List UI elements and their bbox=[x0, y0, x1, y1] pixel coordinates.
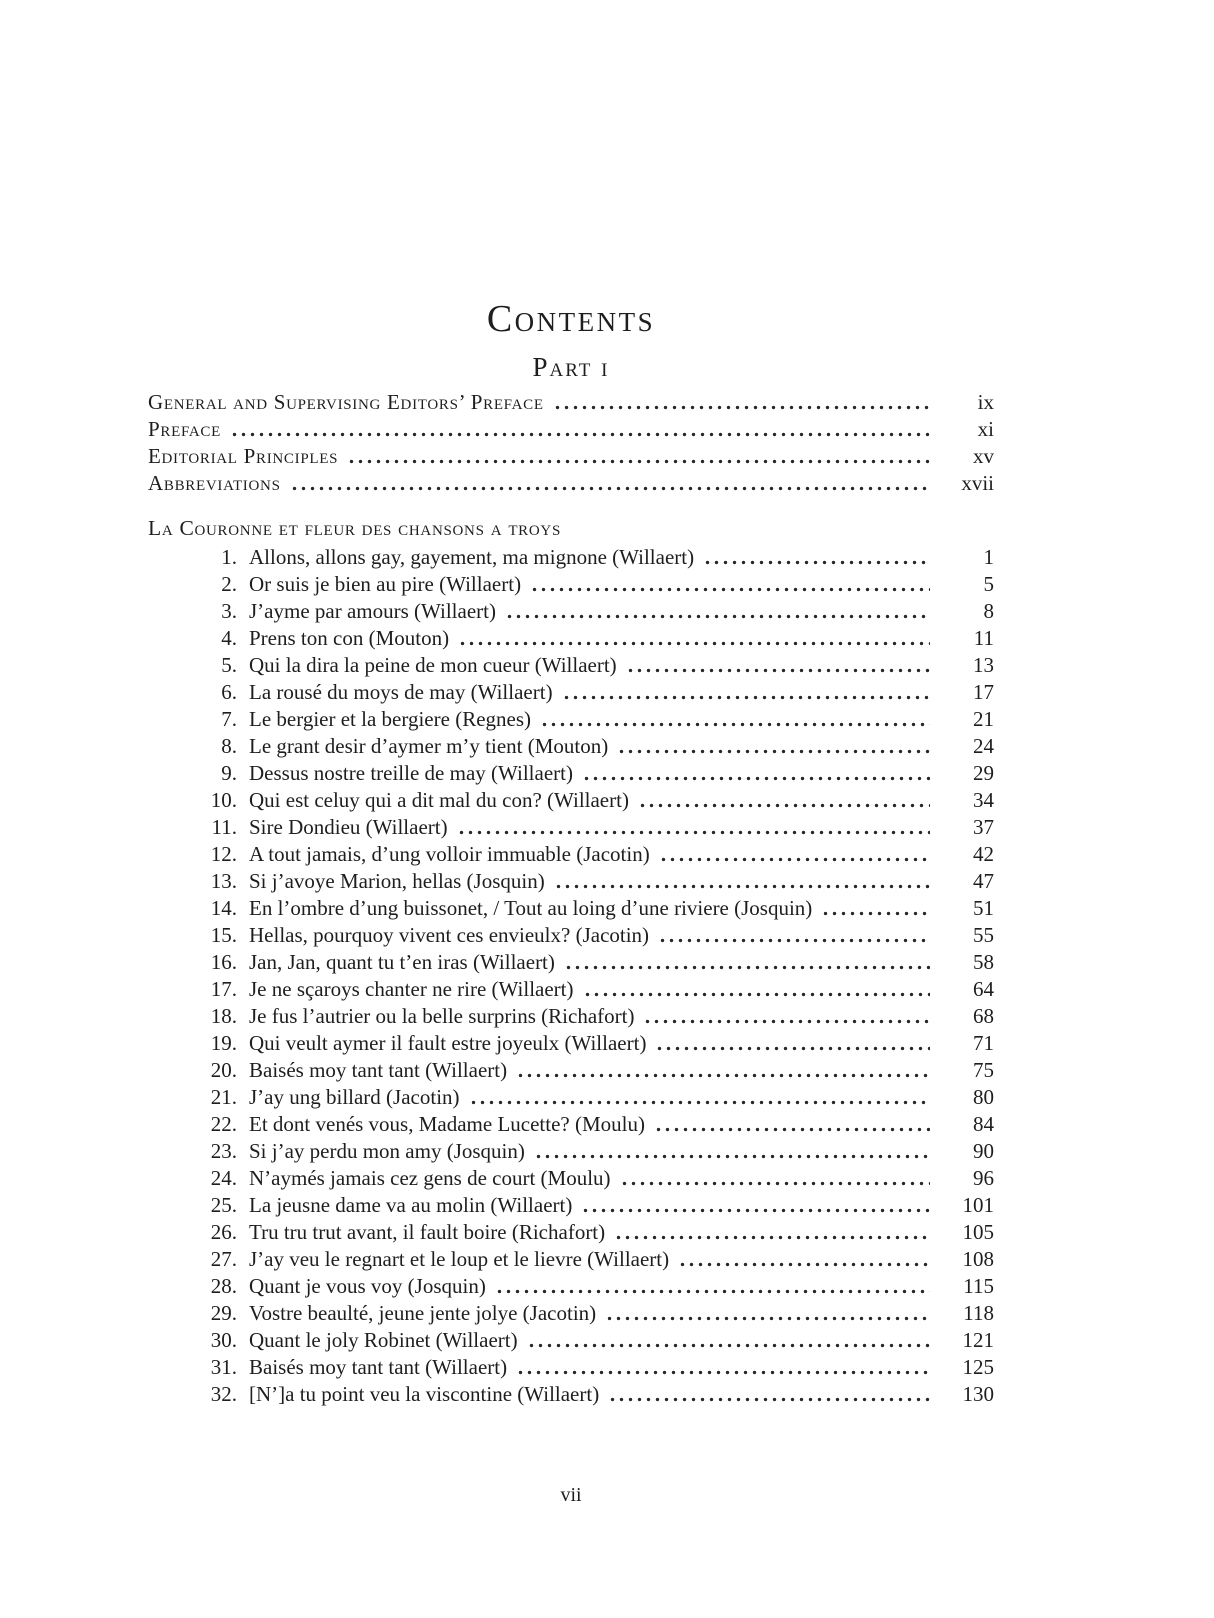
leader-dots bbox=[638, 801, 930, 810]
leader-dots bbox=[605, 1314, 930, 1323]
leader-dots bbox=[821, 909, 930, 918]
toc-item-row bbox=[148, 598, 994, 625]
toc-entry-page: xv bbox=[973, 444, 994, 468]
front-matter-row bbox=[148, 389, 994, 416]
toc-item-number: 12. bbox=[210, 842, 237, 866]
toc-item-number: 2. bbox=[221, 572, 237, 596]
leader-dots bbox=[230, 430, 930, 439]
leader-dots bbox=[582, 774, 930, 783]
leader-dots bbox=[469, 1098, 930, 1107]
toc-item-row bbox=[148, 1165, 994, 1192]
toc-item-number: 19. bbox=[210, 1031, 237, 1055]
leader-dots bbox=[347, 457, 930, 466]
toc-entry-label: Si j’ay perdu mon amy (Josquin) bbox=[249, 1139, 525, 1163]
toc-entry-label: Quant je vous voy (Josquin) bbox=[249, 1274, 486, 1298]
toc-item-row bbox=[148, 1057, 994, 1084]
toc-entry-page: 29 bbox=[973, 761, 994, 785]
toc-item-row bbox=[148, 1273, 994, 1300]
section-heading: La Couronne et fleur des chansons a troys bbox=[148, 516, 561, 540]
toc-entry-page: 11 bbox=[973, 626, 994, 650]
toc-entry-page: 68 bbox=[973, 1004, 994, 1028]
leader-dots bbox=[564, 963, 930, 972]
toc-entry-page: xi bbox=[977, 417, 994, 441]
toc-item-row bbox=[148, 652, 994, 679]
leader-dots bbox=[562, 693, 930, 702]
toc-item-row bbox=[148, 949, 994, 976]
toc-entry-page: 90 bbox=[973, 1139, 994, 1163]
toc-item-number: 8. bbox=[221, 734, 237, 758]
toc-entry-page: 64 bbox=[973, 977, 994, 1001]
toc-entry-page: 1 bbox=[983, 545, 994, 569]
toc-entry-page: 17 bbox=[973, 680, 994, 704]
leader-dots bbox=[617, 747, 930, 756]
toc-entry-page: 13 bbox=[973, 653, 994, 677]
toc-entry-label: Qui est celuy qui a dit mal du con? (Willaert) bbox=[249, 788, 629, 812]
toc-entry-page: 8 bbox=[983, 599, 994, 623]
leader-dots bbox=[608, 1395, 930, 1404]
toc-item-number: 4. bbox=[221, 626, 237, 650]
toc-entry-page: 51 bbox=[973, 896, 994, 920]
toc-entry-page: 118 bbox=[963, 1301, 994, 1325]
toc-item-row bbox=[148, 1354, 994, 1381]
toc-item-row bbox=[148, 1381, 994, 1408]
toc-entry-page: 58 bbox=[973, 950, 994, 974]
toc-item-row bbox=[148, 922, 994, 949]
toc-entry-label: Dessus nostre treille de may (Willaert) bbox=[249, 761, 573, 785]
toc-entry-label: Qui la dira la peine de mon cueur (Willaert) bbox=[249, 653, 617, 677]
toc-entry-label: La rousé du moys de may (Willaert) bbox=[249, 680, 553, 704]
toc-item-row bbox=[148, 814, 994, 841]
leader-dots bbox=[530, 585, 930, 594]
leader-dots bbox=[290, 484, 930, 493]
toc-entry-label: Le bergier et la bergiere (Regnes) bbox=[249, 707, 532, 731]
toc-entry-label: Abbreviations bbox=[148, 471, 281, 495]
toc-entry-label: J’ay veu le regnart et le loup et le lievre (Willaert) bbox=[249, 1247, 670, 1271]
toc-entry-label: Baisés moy tant tant (Willaert) bbox=[249, 1355, 508, 1379]
leader-dots bbox=[553, 403, 930, 412]
leader-dots bbox=[659, 855, 930, 864]
leader-dots bbox=[540, 720, 930, 729]
folio-page-number: vii bbox=[560, 1484, 582, 1506]
toc-entry-page: 108 bbox=[962, 1247, 994, 1271]
toc-entry-label: Le grant desir d’aymer m’y tient (Mouton) bbox=[249, 734, 609, 758]
front-matter-row bbox=[148, 416, 994, 443]
toc-entry-page: 34 bbox=[973, 788, 994, 812]
toc-entry-label: Editorial Principles bbox=[148, 444, 339, 468]
toc-entry-page: 24 bbox=[973, 734, 994, 758]
leader-dots bbox=[678, 1260, 930, 1269]
page-content bbox=[148, 298, 994, 1408]
leader-dots bbox=[654, 1125, 930, 1134]
toc-entry-page: 125 bbox=[962, 1355, 994, 1379]
toc-entry-page: 71 bbox=[973, 1031, 994, 1055]
toc-entry-page: 75 bbox=[973, 1058, 994, 1082]
page-title: Contents bbox=[486, 298, 656, 340]
toc-entry-label: Prens ton con (Mouton) bbox=[249, 626, 450, 650]
toc-item-row bbox=[148, 868, 994, 895]
toc-entry-label: J’ayme par amours (Willaert) bbox=[249, 599, 496, 623]
toc-entry-label: General and Supervising Editors’ Preface bbox=[148, 390, 544, 414]
leader-dots bbox=[658, 936, 930, 945]
toc-item-number: 30. bbox=[210, 1328, 237, 1352]
toc-item-number: 1. bbox=[221, 545, 237, 569]
toc-entry-label: En l’ombre d’ung buissonet, / Tout au loing d’une riviere (Josquin) bbox=[249, 896, 813, 920]
toc-item-row bbox=[148, 1138, 994, 1165]
toc-entry-page: 47 bbox=[973, 869, 994, 893]
leader-dots bbox=[620, 1179, 930, 1188]
toc-item-number: 13. bbox=[210, 869, 237, 893]
toc-entry-page: 101 bbox=[962, 1193, 994, 1217]
toc-entry-label: Je ne sçaroys chanter ne rire (Willaert) bbox=[249, 977, 574, 1001]
toc-item-number: 24. bbox=[210, 1166, 237, 1190]
toc-entry-label: Vostre beaulté, jeune jente jolye (Jacotin) bbox=[249, 1301, 597, 1325]
toc-item-row bbox=[148, 571, 994, 598]
toc-entry-page: ix bbox=[977, 390, 994, 414]
toc-entry-label: Jan, Jan, quant tu t’en iras (Willaert) bbox=[249, 950, 555, 974]
toc-item-row bbox=[148, 841, 994, 868]
leader-dots bbox=[457, 828, 930, 837]
toc-item-row bbox=[148, 1111, 994, 1138]
toc-item-number: 23. bbox=[210, 1139, 237, 1163]
toc-entry-page: 21 bbox=[973, 707, 994, 731]
leader-dots bbox=[534, 1152, 930, 1161]
toc-entry-label: Sire Dondieu (Willaert) bbox=[249, 815, 448, 839]
front-matter-row bbox=[148, 470, 994, 497]
toc-item-number: 11. bbox=[211, 815, 237, 839]
toc-item-row bbox=[148, 976, 994, 1003]
toc-entry-page: 115 bbox=[963, 1274, 994, 1298]
toc-entry-page: 96 bbox=[973, 1166, 994, 1190]
toc-item-row bbox=[148, 544, 994, 571]
toc-item-row bbox=[148, 1327, 994, 1354]
toc-item-number: 3. bbox=[221, 599, 237, 623]
leader-dots bbox=[458, 639, 930, 648]
leader-dots bbox=[655, 1044, 930, 1053]
toc-entry-page: 130 bbox=[962, 1382, 994, 1406]
toc-item-number: 7. bbox=[221, 707, 237, 731]
toc-item-row bbox=[148, 706, 994, 733]
toc-item-number: 25. bbox=[210, 1193, 237, 1217]
toc-entry-label: Allons, allons gay, gayement, ma mignone (Willaert) bbox=[249, 545, 695, 569]
toc-entry-label: Quant le joly Robinet (Willaert) bbox=[249, 1328, 518, 1352]
toc-item-number: 26. bbox=[210, 1220, 237, 1244]
toc-entry-label: Tru tru trut avant, il fault boire (Richafort) bbox=[249, 1220, 606, 1244]
toc-item-row bbox=[148, 733, 994, 760]
toc-item-number: 6. bbox=[221, 680, 237, 704]
toc-entry-label: Or suis je bien au pire (Willaert) bbox=[249, 572, 522, 596]
toc-item-number: 14. bbox=[210, 896, 237, 920]
toc-item-row bbox=[148, 1030, 994, 1057]
toc-item-row bbox=[148, 1003, 994, 1030]
toc-entry-label: La jeusne dame va au molin (Willaert) bbox=[249, 1193, 573, 1217]
toc-item-row bbox=[148, 760, 994, 787]
front-matter-row bbox=[148, 443, 994, 470]
toc-entry-label: [N’]a tu point veu la viscontine (Willaert) bbox=[249, 1382, 600, 1406]
toc-entry-label: Baisés moy tant tant (Willaert) bbox=[249, 1058, 508, 1082]
toc-entry-label: A tout jamais, d’ung volloir immuable (Jacotin) bbox=[249, 842, 650, 866]
front-matter-list bbox=[148, 389, 994, 497]
leader-dots bbox=[505, 612, 930, 621]
toc-entry-page: 42 bbox=[973, 842, 994, 866]
toc-item-number: 21. bbox=[210, 1085, 237, 1109]
toc-item-row bbox=[148, 1300, 994, 1327]
toc-entry-label: J’ay ung billard (Jacotin) bbox=[249, 1085, 460, 1109]
leader-dots bbox=[626, 666, 930, 675]
toc-item-number: 5. bbox=[221, 653, 237, 677]
leader-dots bbox=[703, 558, 930, 567]
toc-entry-page: 55 bbox=[973, 923, 994, 947]
toc-section bbox=[148, 515, 994, 1408]
toc-entry-label: Je fus l’autrier ou la belle surprins (Richafort) bbox=[249, 1004, 635, 1028]
toc-items-list bbox=[148, 544, 994, 1408]
leader-dots bbox=[583, 990, 931, 999]
toc-item-row bbox=[148, 625, 994, 652]
toc-entry-page: 121 bbox=[962, 1328, 994, 1352]
toc-entry-page: 84 bbox=[973, 1112, 994, 1136]
toc-item-number: 27. bbox=[210, 1247, 237, 1271]
toc-item-row bbox=[148, 895, 994, 922]
toc-item-number: 32. bbox=[210, 1382, 237, 1406]
leader-dots bbox=[581, 1206, 930, 1215]
toc-entry-page: xvii bbox=[961, 471, 994, 495]
leader-dots bbox=[527, 1341, 930, 1350]
toc-item-row bbox=[148, 679, 994, 706]
toc-entry-label: Qui veult aymer il fault estre joyeulx (Willaert) bbox=[249, 1031, 647, 1055]
toc-item-number: 20. bbox=[210, 1058, 237, 1082]
toc-item-number: 22. bbox=[210, 1112, 237, 1136]
toc-item-number: 10. bbox=[210, 788, 237, 812]
toc-entry-page: 80 bbox=[973, 1085, 994, 1109]
toc-item-number: 18. bbox=[210, 1004, 237, 1028]
leader-dots bbox=[643, 1017, 930, 1026]
toc-entry-label: N’aymés jamais cez gens de court (Moulu) bbox=[249, 1166, 611, 1190]
toc-item-number: 28. bbox=[210, 1274, 237, 1298]
toc-entry-page: 37 bbox=[973, 815, 994, 839]
part-heading: Part i bbox=[532, 352, 610, 382]
toc-item-row bbox=[148, 787, 994, 814]
toc-entry-page: 105 bbox=[962, 1220, 994, 1244]
toc-item-number: 16. bbox=[210, 950, 237, 974]
toc-item-row bbox=[148, 1084, 994, 1111]
toc-item-number: 9. bbox=[221, 761, 237, 785]
toc-entry-label: Si j’avoye Marion, hellas (Josquin) bbox=[249, 869, 545, 893]
toc-item-number: 15. bbox=[210, 923, 237, 947]
toc-entry-page: 5 bbox=[983, 572, 994, 596]
toc-entry-label: Et dont venés vous, Madame Lucette? (Moulu) bbox=[249, 1112, 645, 1136]
toc-item-row bbox=[148, 1219, 994, 1246]
leader-dots bbox=[554, 882, 930, 891]
leader-dots bbox=[516, 1368, 930, 1377]
leader-dots bbox=[516, 1071, 930, 1080]
leader-dots bbox=[614, 1233, 930, 1242]
toc-entry-label: Preface bbox=[148, 417, 221, 441]
toc-entry-label: Hellas, pourquoy vivent ces envieulx? (Jacotin) bbox=[249, 923, 650, 947]
toc-item-row bbox=[148, 1246, 994, 1273]
toc-item-number: 17. bbox=[210, 977, 237, 1001]
toc-item-row bbox=[148, 1192, 994, 1219]
toc-item-number: 31. bbox=[210, 1355, 237, 1379]
toc-item-number: 29. bbox=[210, 1301, 237, 1325]
leader-dots bbox=[495, 1287, 930, 1296]
